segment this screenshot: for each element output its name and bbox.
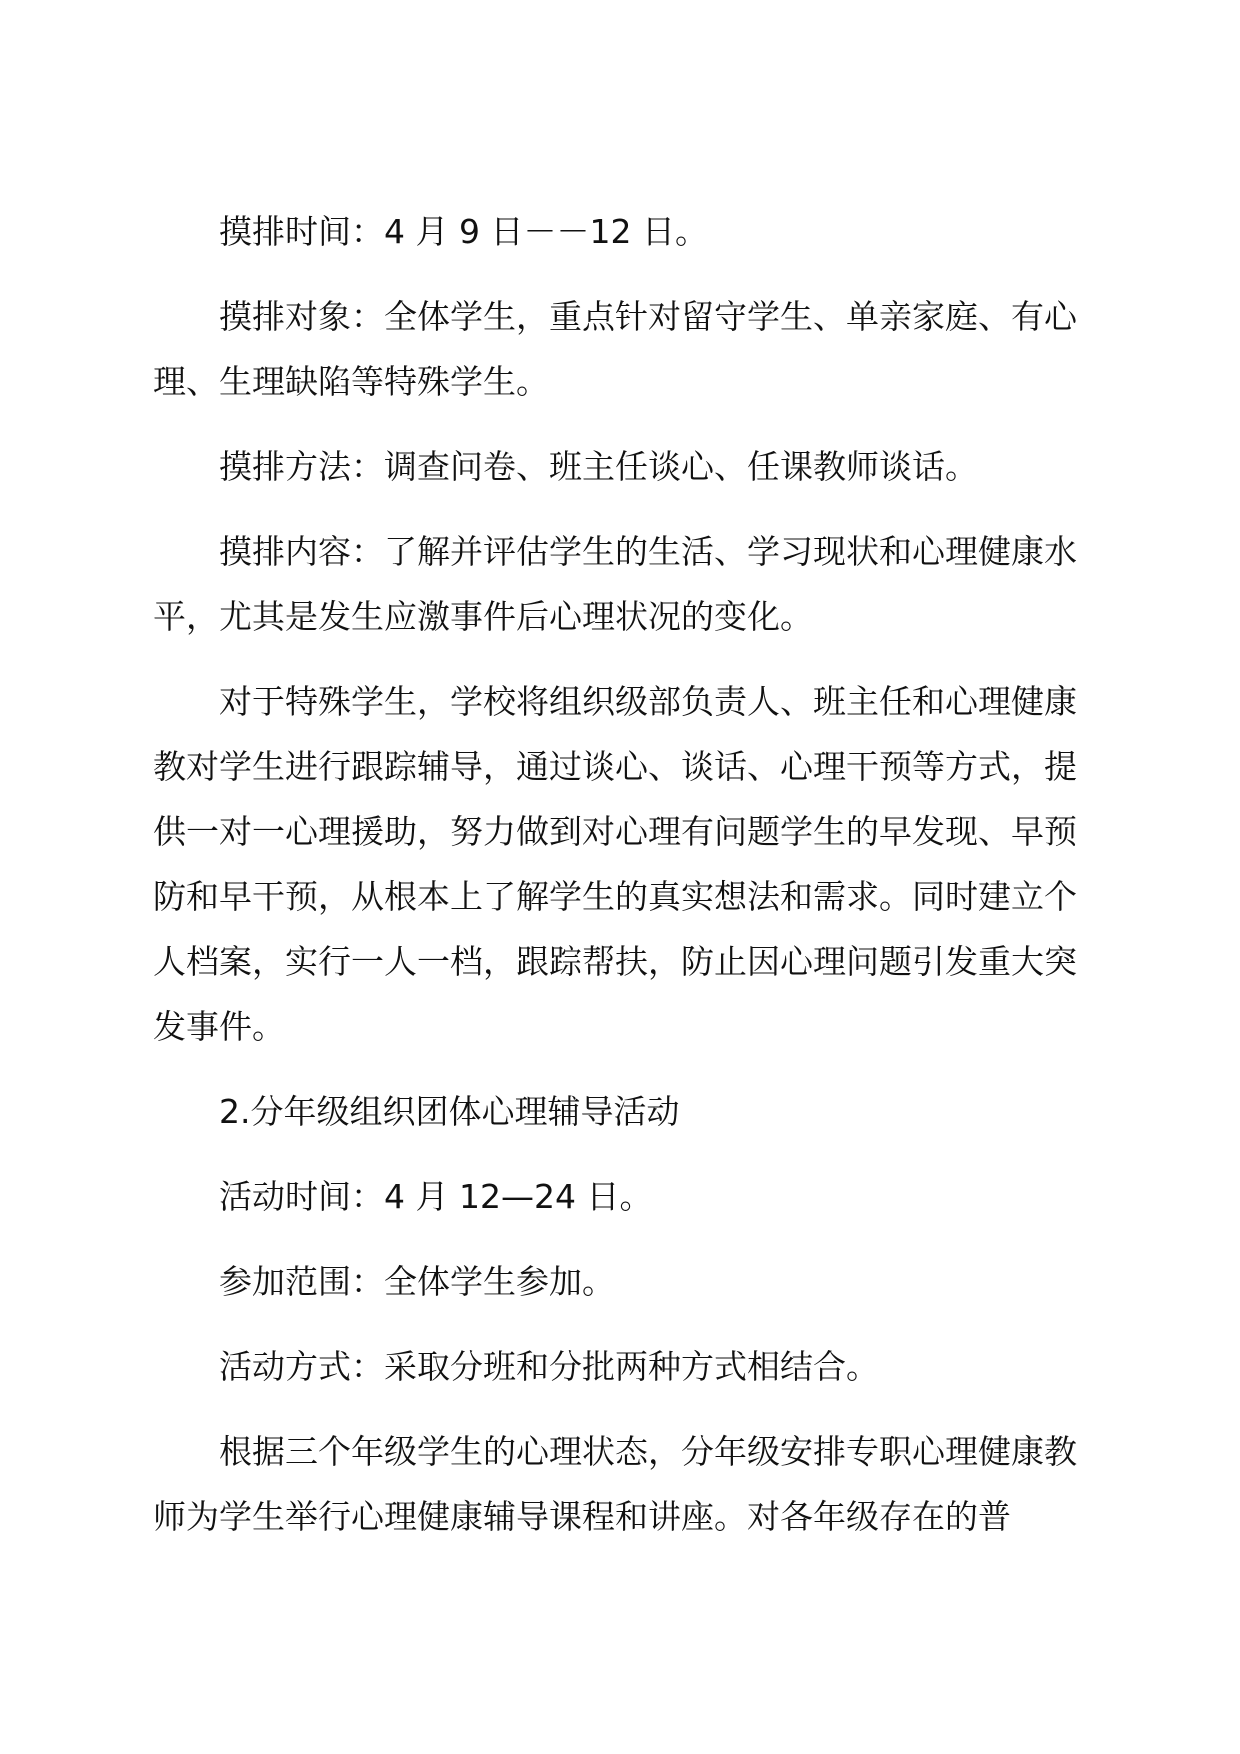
paragraph-survey-target: 摸排对象：全体学生，重点针对留守学生、单亲家庭、有心理、生理缺陷等特殊学生。 xyxy=(153,297,1077,401)
paragraph-survey-method: 摸排方法：调查问卷、班主任谈心、任课教师谈话。 xyxy=(219,447,978,486)
paragraph-survey-time: 摸排时间：4 月 9 日－－12 日。 xyxy=(219,212,708,251)
paragraph-survey-content: 摸排内容：了解并评估学生的生活、学习现状和心理健康水平，尤其是发生应激事件后心理状况的变化。 xyxy=(153,532,1077,636)
paragraph-special-students: 对于特殊学生，学校将组织级部负责人、班主任和心理健康教对学生进行跟踪辅导，通过谈心、谈话、心理干预等方式，提供一对一心理援助，努力做到对心理有问题学生的早发现、早预防和早干预，从根本上了解学生的真实想法和需求。同时建立个人档案，实行一人一档，跟踪帮扶，防止因心理问题引发重大突发事件。 xyxy=(153,682,1077,1046)
section-heading-group-counseling: 2.分年级组织团体心理辅导活动 xyxy=(219,1092,680,1131)
paragraph-activity-time: 活动时间：4 月 12—24 日。 xyxy=(219,1177,653,1216)
document-body xyxy=(153,199,1098,1569)
paragraph-activity-method: 活动方式：采取分班和分批两种方式相结合。 xyxy=(219,1347,879,1386)
paragraph-participants: 参加范围：全体学生参加。 xyxy=(219,1262,615,1301)
paragraph-grade-arrangement: 根据三个年级学生的心理状态，分年级安排专职心理健康教师为学生举行心理健康辅导课程和讲座。对各年级存在的普 xyxy=(153,1432,1077,1536)
